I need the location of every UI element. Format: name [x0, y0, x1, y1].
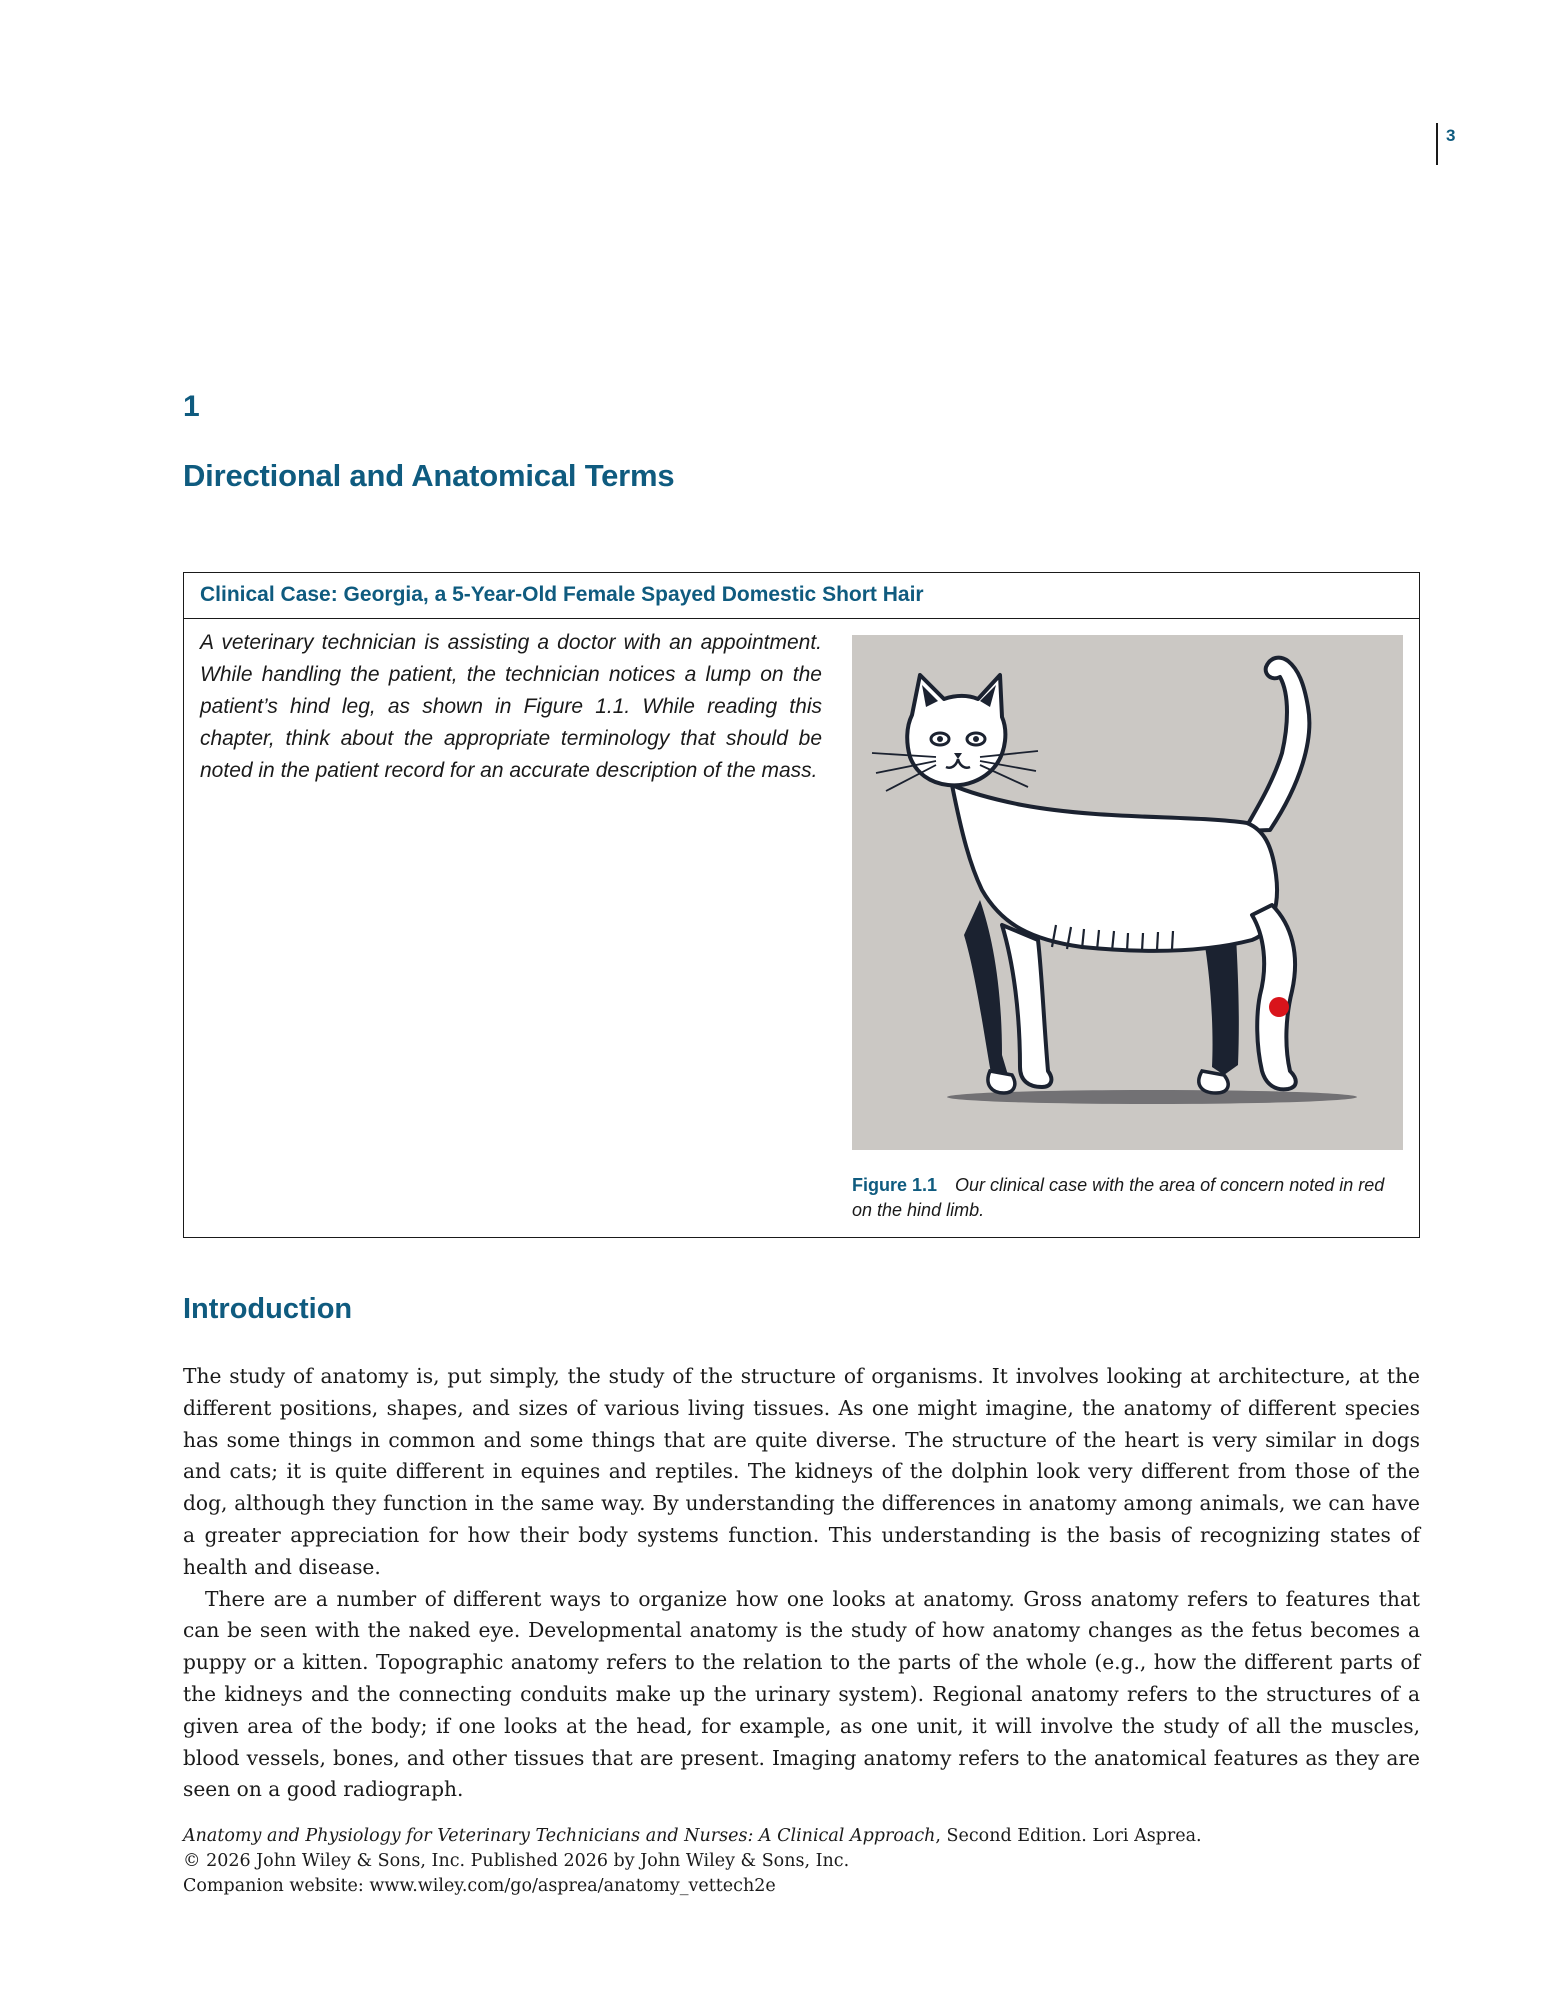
clinical-case-header: [184, 573, 1419, 619]
cat-drawing-icon: [852, 635, 1403, 1150]
clinical-case-title: Clinical Case: Georgia, a 5-Year-Old Female Spayed Domestic Short Hair: [200, 583, 924, 606]
chapter-number: 1: [183, 390, 200, 423]
chapter-title: Directional and Anatomical Terms: [183, 458, 675, 493]
page-number: 3: [1446, 126, 1456, 145]
clinical-case-text: A veterinary technician is assisting a doctor with an appointment. While handling the patient, the technician notices a lump on the patient’s hind leg, as shown in Figure 1.1. While reading this chapter, think about the appropriate terminology that should be noted in the patient record for an accurate description of the mass.: [200, 631, 822, 782]
footer-edition-author: , Second Edition. Lori Asprea.: [935, 1826, 1202, 1846]
section-heading-introduction: Introduction: [183, 1293, 353, 1325]
figure-caption-text: Our clinical case with the area of concern noted in red on the hind limb.: [852, 1175, 1385, 1220]
figure-label: Figure 1.1: [852, 1175, 938, 1195]
paragraph: The study of anatomy is, put simply, the study of the structure of organisms. It involves looking at architecture, at the different positions, shapes, and sizes of various living tissues. As one might imagine, the anatomy of different species has some things in common and some things that are quite diverse. The structure of the heart is very similar in dogs and cats; it is quite different in equines and reptiles. The kidneys of the dolphin look very different from those of the dog, although they function in the same way. By understanding the differences in anatomy among animals, we can have a greater appreciation for how their body systems function. This understanding is the basis of recognizing states of health and disease.: [183, 1364, 1420, 1579]
footer-copyright: © 2026 John Wiley & Sons, Inc. Published 2026 by John Wiley & Sons, Inc.: [183, 1851, 850, 1871]
paragraph: There are a number of different ways to organize how one looks at anatomy. Gross anatomy refers to features that can be seen with the naked eye. Developmental anatomy is the study of how anatomy changes as the fetus becomes a puppy or a kitten. Topographic anatomy refers to the relation to the parts of the whole (e.g., how the different parts of the kidneys and the connecting conduits make up the urinary system). Regional anatomy refers to the structures of a given area of the body; if one looks at the head, for example, as one unit, it will involve the study of all the muscles, blood vessels, bones, and other tissues that are present. Imaging anatomy refers to the anatomical features as they are seen on a good radiograph.: [183, 1586, 1420, 1802]
introduction-body: [183, 1361, 1420, 1806]
cat-illustration: [852, 635, 1403, 1150]
clinical-case-box: [183, 572, 1420, 1238]
page-number-rule: [1436, 123, 1455, 165]
page-footer: [183, 1824, 1420, 1899]
footer-citation: [183, 1824, 1420, 1849]
footer-companion-website: Companion website: www.wiley.com/go/asprea/anatomy_vettech2e: [183, 1876, 776, 1896]
footer-book-title: Anatomy and Physiology for Veterinary Technicians and Nurses: A Clinical Approach: [183, 1826, 936, 1846]
figure-caption: [852, 1173, 1403, 1223]
